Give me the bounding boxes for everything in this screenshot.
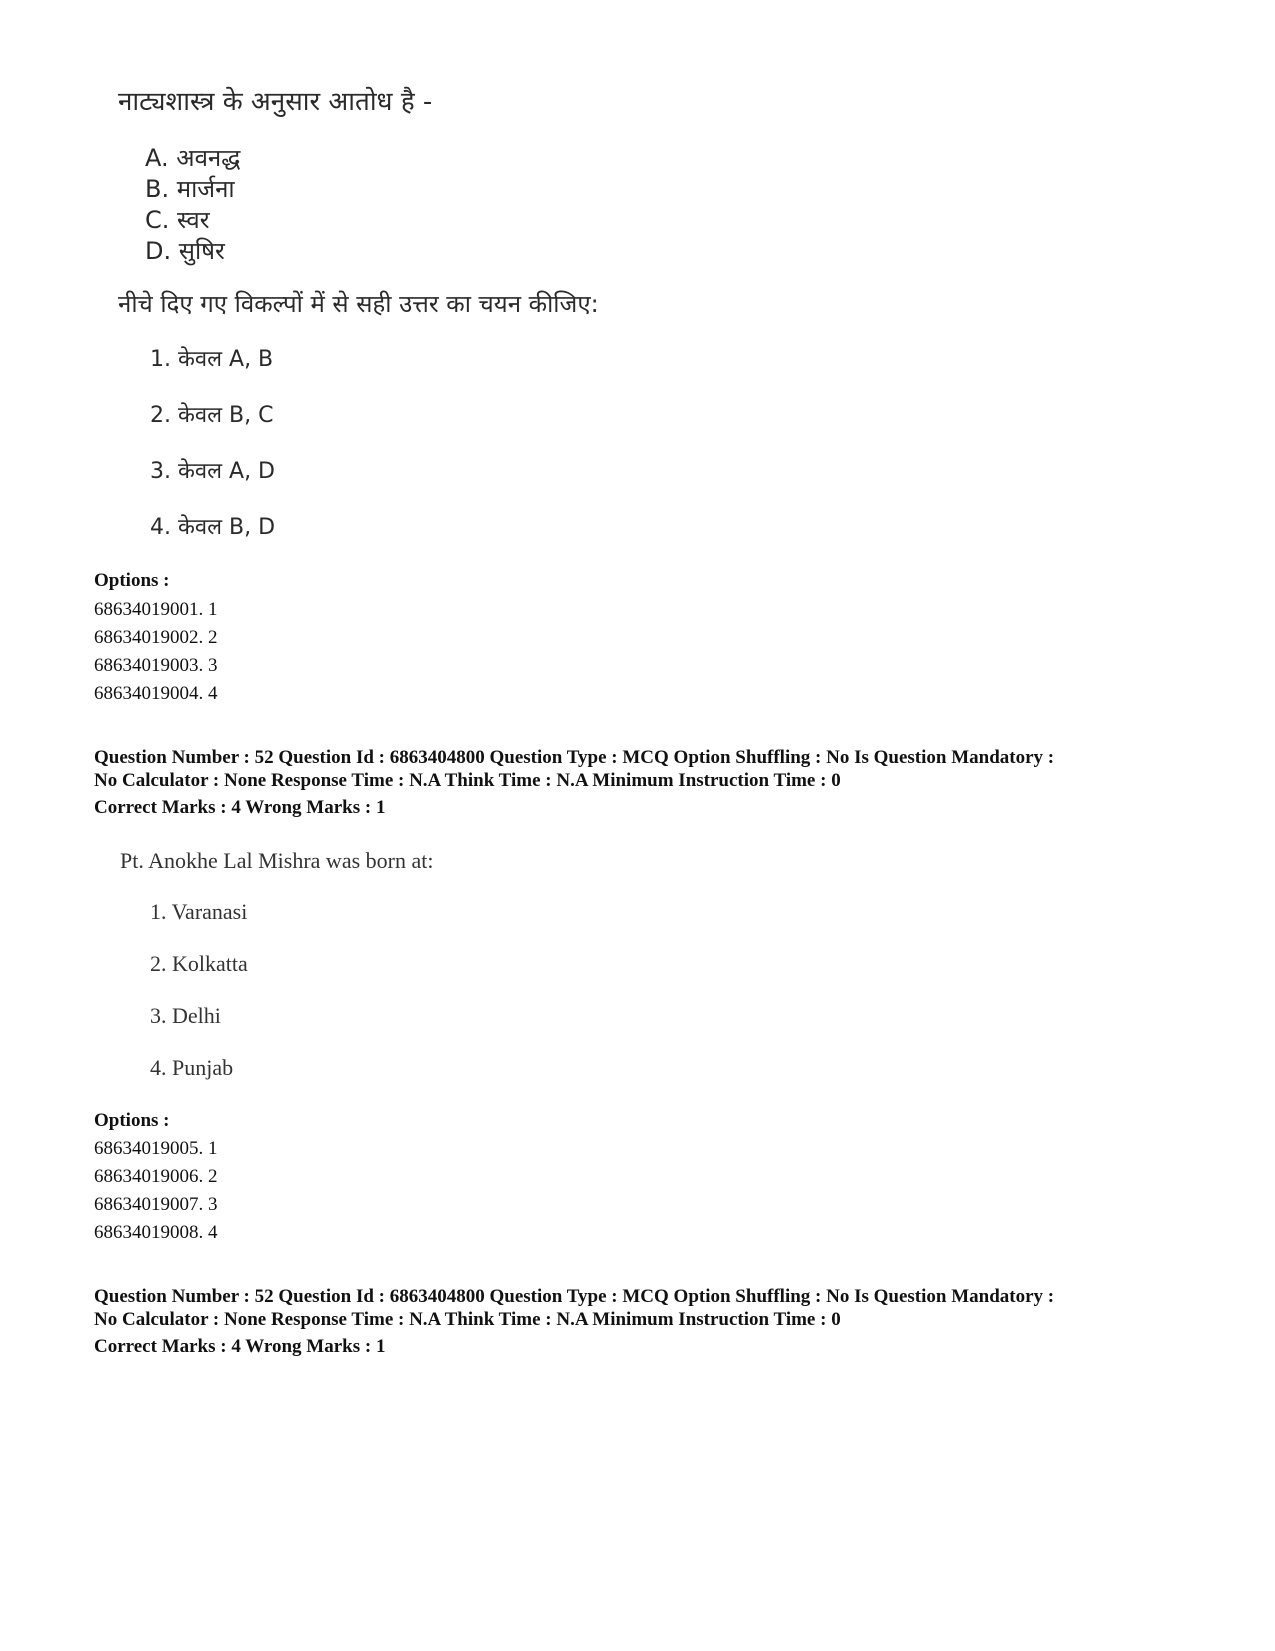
statement-b: B. मार्जना — [145, 175, 235, 203]
option-id-line: 68634019006. 2 — [94, 1166, 218, 1187]
question-meta-line: Question Number : 52 Question Id : 6863404800 Question Type : MCQ Option Shuffling : No Is Question Mandatory : — [94, 1286, 1055, 1307]
choice-2: 2. केवल B, C — [150, 403, 274, 428]
option-id-line: 68634019001. 1 — [94, 599, 218, 620]
choice-2: 2. Kolkatta — [150, 951, 248, 976]
option-id-line: 68634019007. 3 — [94, 1194, 218, 1215]
option-id-line: 68634019008. 4 — [94, 1222, 218, 1243]
options-label: Options : — [94, 1110, 170, 1131]
question-instruction: नीचे दिए गए विकल्पों में से सही उत्तर का चयन कीजिए: — [118, 290, 599, 318]
option-id-line: 68634019004. 4 — [94, 683, 218, 704]
option-id-line: 68634019005. 1 — [94, 1138, 218, 1159]
statement-d: D. सुषिर — [145, 237, 225, 265]
marks-line: Correct Marks : 4 Wrong Marks : 1 — [94, 797, 386, 818]
choice-4: 4. Punjab — [150, 1055, 234, 1080]
choice-3: 3. केवल A, D — [150, 459, 275, 484]
statement-c: C. स्वर — [145, 206, 210, 234]
choice-4: 4. केवल B, D — [150, 515, 276, 540]
marks-line: Correct Marks : 4 Wrong Marks : 1 — [94, 1336, 386, 1357]
option-id-line: 68634019002. 2 — [94, 627, 218, 648]
question-stem: Pt. Anokhe Lal Mishra was born at: — [120, 848, 434, 873]
question-stem: नाट्यशास्त्र के अनुसार आतोध है - — [118, 87, 433, 117]
question-meta-line: Question Number : 52 Question Id : 6863404800 Question Type : MCQ Option Shuffling : No Is Question Mandatory : — [94, 747, 1055, 768]
choice-1: 1. केवल A, B — [150, 347, 274, 372]
question-meta-line: No Calculator : None Response Time : N.A Think Time : N.A Minimum Instruction Time : 0 — [94, 1309, 841, 1330]
choice-1: 1. Varanasi — [150, 899, 248, 924]
options-label: Options : — [94, 570, 170, 591]
statement-a: A. अवनद्ध — [145, 144, 241, 172]
option-id-line: 68634019003. 3 — [94, 655, 218, 676]
choice-3: 3. Delhi — [150, 1003, 221, 1028]
question-meta-line: No Calculator : None Response Time : N.A Think Time : N.A Minimum Instruction Time : 0 — [94, 770, 841, 791]
